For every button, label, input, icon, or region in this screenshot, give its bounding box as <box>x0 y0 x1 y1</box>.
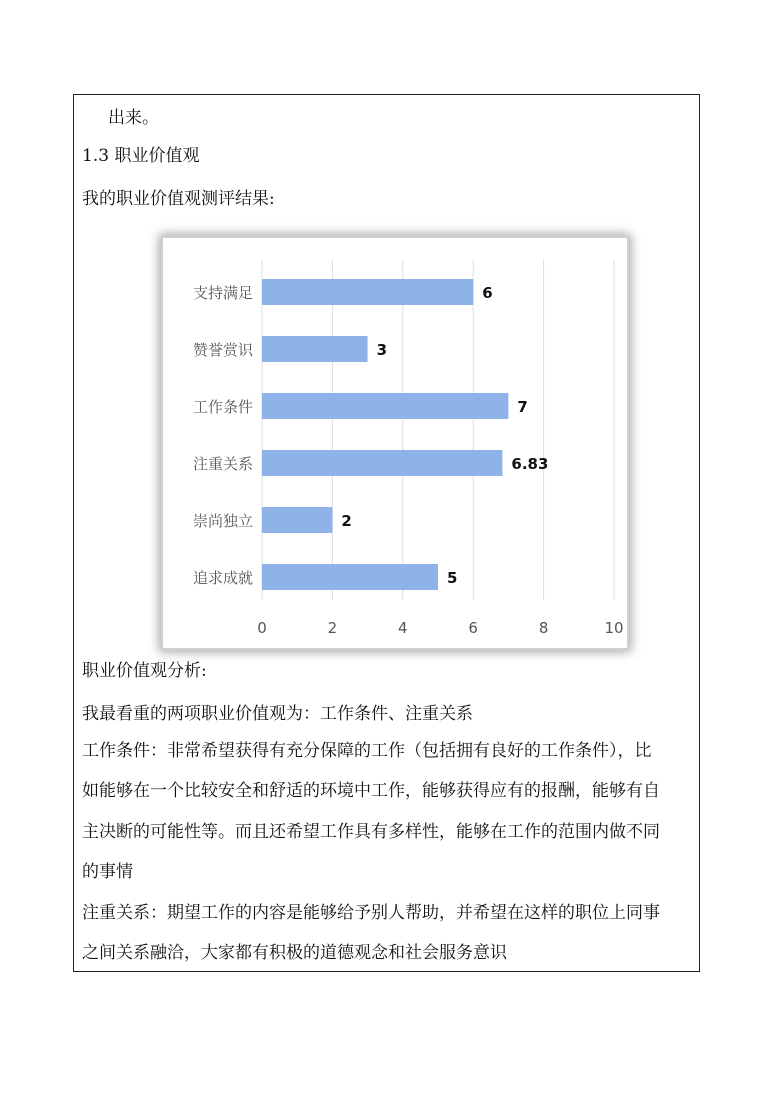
x-tick-label: 10 <box>604 619 624 637</box>
para1-line3: 主决断的可能性等。而且还希望工作具有多样性，能够在工作的范围内做不同 <box>82 822 660 842</box>
result-intro: 我的职业价值观测评结果: <box>82 189 275 209</box>
bar <box>262 336 368 362</box>
x-tick-label: 8 <box>538 619 549 637</box>
category-label: 崇尚独立 <box>192 512 253 530</box>
x-tick-label: 0 <box>257 619 267 637</box>
value-label: 5 <box>447 569 458 587</box>
category-label: 赞誉赏识 <box>192 341 253 359</box>
category-label: 支持满足 <box>192 284 253 302</box>
para1-line4: 的事情 <box>82 862 133 882</box>
x-tick-label: 2 <box>327 619 338 637</box>
category-label: 工作条件 <box>192 398 253 416</box>
bar <box>262 507 332 533</box>
value-label: 3 <box>376 341 388 359</box>
para2-line2: 之间关系融洽，大家都有积极的道德观念和社会服务意识 <box>82 943 507 963</box>
category-label: 追求成就 <box>192 569 253 587</box>
value-label: 2 <box>341 512 352 530</box>
category-label: 注重关系 <box>192 455 253 473</box>
x-tick-label: 4 <box>398 619 408 637</box>
bar <box>262 279 473 305</box>
top-two-values: 我最看重的两项职业价值观为：工作条件、注重关系 <box>82 704 473 724</box>
section-heading: 1.3 职业价值观 <box>82 146 200 166</box>
para2-line1: 注重关系：期望工作的内容是能够给予别人帮助，并希望在这样的职位上同事 <box>82 903 660 923</box>
values-chart <box>163 238 627 648</box>
para1-line1: 工作条件：非常希望获得有充分保障的工作（包括拥有良好的工作条件），比 <box>82 741 652 761</box>
value-label: 6 <box>482 284 493 302</box>
value-label: 6.83 <box>511 455 549 473</box>
bar <box>262 393 508 419</box>
x-tick-label: 6 <box>468 619 478 637</box>
continuation-text: 出来。 <box>108 108 159 128</box>
analysis-heading: 职业价值观分析: <box>82 661 207 681</box>
bar-chart-svg <box>163 238 627 648</box>
para1-line2: 如能够在一个比较安全和舒适的环境中工作，能够获得应有的报酬，能够有自 <box>82 781 660 801</box>
bar <box>262 564 438 590</box>
value-label: 7 <box>517 398 528 416</box>
bar <box>262 450 502 476</box>
